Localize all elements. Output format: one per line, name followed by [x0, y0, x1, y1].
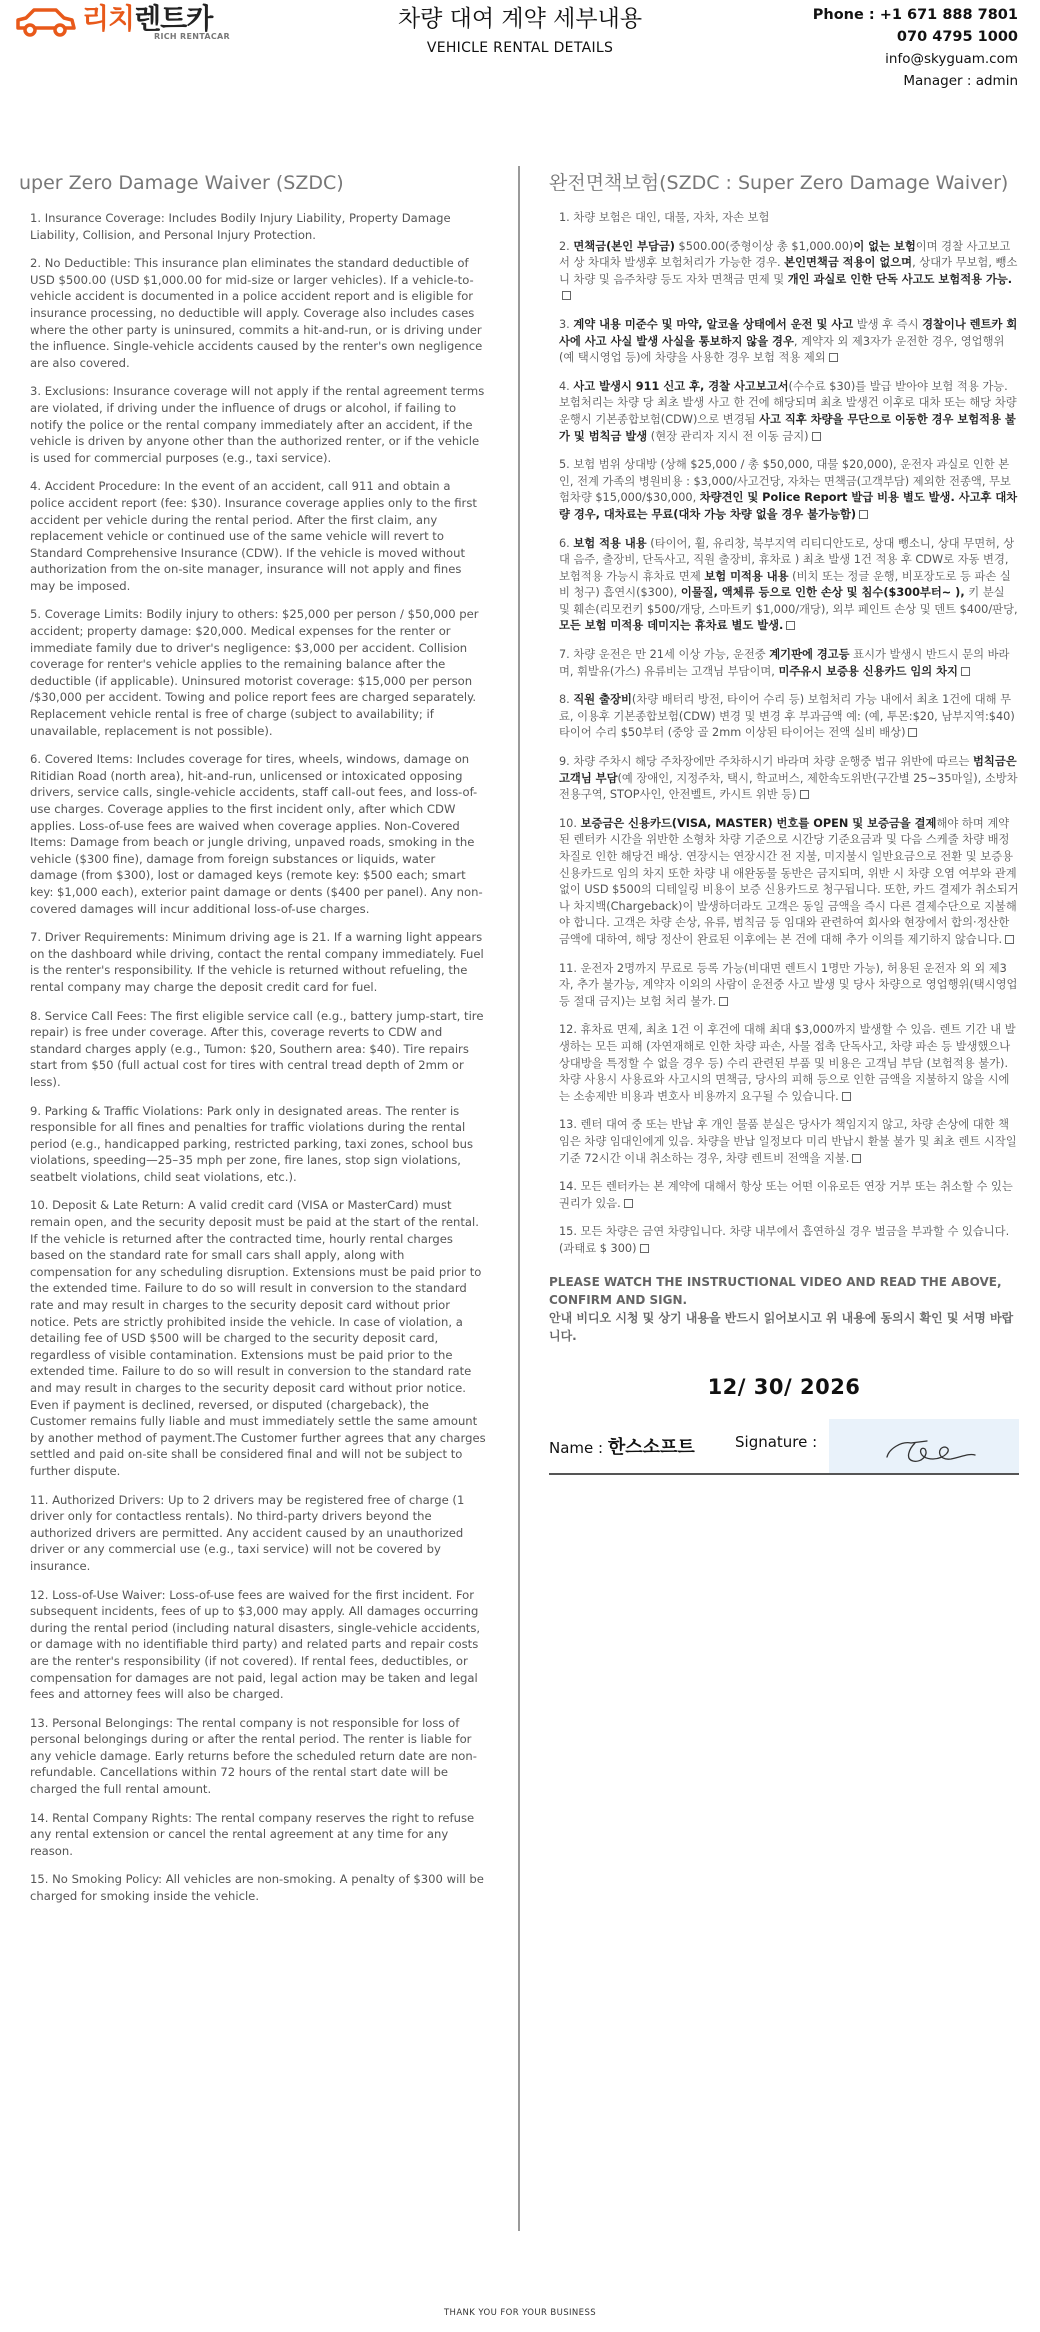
- footer-text: THANK YOU FOR YOUR BUSINESS: [443, 2308, 597, 2318]
- term-item: 1. Insurance Coverage: Includes Bodily Injury Liability, Property Damage Liability, Collision, and Personal Injury Protection.: [30, 211, 451, 242]
- english-terms-list: [20, 210, 486, 1905]
- contract-date: 12/ 30/ 2026: [707, 1375, 861, 1400]
- agree-checkbox[interactable]: [829, 353, 838, 362]
- english-terms-column: [0, 170, 492, 1917]
- phone-number-2: 070 4795 1000: [896, 29, 1018, 45]
- term-item: 2. No Deductible: This insurance plan eliminates the standard deductible of USD $500.00 (USD $1,000.00 for mid-size or larger vehicles). If a vehicle-to-vehicle accident is documented in a police accident report and is eligible for insurance processing, no deductible will apply. Coverage also includes cases where the other party is uninsured, commits a hit-and-run, or is driving under the influence. Single-vehicle accidents caused by the renter's own negligence are also covered.: [30, 256, 483, 370]
- term-item-ko: 3. 계약 내용 미준수 및 마약, 알코올 상태에서 운전 및 사고 발생 후 즉시 경찰이나 렌트카 회사에 사고 사실 발생 사실을 통보하지 않을 경우, 계약자 외 제3자가 운전한 경우, 영업행위(예 택시영업 등)에 차량을 사용한 경우 보험 적용 제외: [559, 317, 1018, 365]
- term-item-ko: 2. 면책금(본인 부담금) $500.00(중형이상 총 $1,000.00)이 없는 보험이며 경찰 사고보고서 상 차대차 발생후 보험처리가 가능한 경우. 본인면책금 적용이 없으며, 상대가 무보험, 뺑소니 차량 및 음주차량 등도 자차 면책금 면제 및 개인 과실로 인한 단독 사고도 보험적용 가능.: [549, 239, 1019, 305]
- term-item-ko: 9. 차량 주차시 해당 주차장에만 주차하시기 바라며 차량 운행중 법규 위반에 따르는 범칙금은 고객님 부담(예 장애인, 지정주차, 택시, 학교버스, 제한속도위반(구간별 25~35마일), 소방차전용구역, STOP사인, 안전벨트, 카시트 위반 등): [559, 755, 1018, 802]
- korean-terms-column: [549, 170, 1019, 1475]
- term-item-ko: 10. 보증금은 신용카드(VISA, MASTER) 번호를 OPEN 및 보증금을 결제해야 하며 계약된 렌터카 시간을 위반한 소형차 차량 기준으로 시간당 기준요금과 및 다음 스케줄 차량 배정차질로 인한 해당건 배상. 연장시는 연장시간 전 지불, 미지불시 일반요금으로 전환 및 보증용 신용카드로 임의 차지 또한 차량 내 애완동물 동반은 금지되며, 위반 시 차량 오염 여부와 관계없이 USD $500의 디테일링 비용이 보증 신용카드로 청구됩니다. 또한, 카드 결제가 취소되거나 차지백(Chargeback)이 발생하더라도 고객은 동일 금액을 즉시 다른 결제수단으로 지불해야 합니다. 고객은 차량 손상, 유류, 범칙금 등 임대와 관련하여 회사와 현장에서 합의·정산한 금액에 대하여, 해당 정산이 완료된 이후에는 본 건에 대해 추가 이의를 제기하지 않습니다.: [559, 816, 1019, 946]
- english-section-title: uper Zero Damage Waiver (SZDC): [19, 172, 344, 194]
- term-item: 6. Covered Items: Includes coverage for tires, wheels, windows, damage on Ritidian Road (north area), hit-and-run, unlicensed or intoxicated opposing drivers, service calls, single-vehicle accidents, staff call-out fees, and loss-of-use charges. Coverage applies to the first incident only, after which CDW applies. Loss-of-use fees are waived when coverage applies. Non-Covered Items: Damage from beach or jungle driving, unpaved roads, smoking in the vehicle ($300 fine), damage from foreign substances or liquids, water damage (from $300), lost or damaged keys (remote key: $500 each; smart key: $1,000 each), exterior paint damage or dents ($400 per panel). Any non-covered damages will incur additional loss-of-use charges.: [30, 752, 483, 916]
- signature-drawing: [829, 1419, 1019, 1473]
- term-item: 4. Accident Procedure: In the event of an accident, call 911 and obtain a police accident report (fee: $30). Insurance coverage applies only to the first accident per vehicle during the rental period. After the first claim, any replacement vehicle or continued use of the same vehicle will revert to Standard Comprehensive Insurance (CDW). If the vehicle is moved without authorization from the on-site manager, insurance will not apply and fines may be imposed.: [30, 479, 477, 593]
- term-item-ko: 14. 모든 렌터카는 본 계약에 대해서 항상 또는 어떤 이유로든 연장 거부 또는 취소할 수 있는 권리가 있음.: [559, 1180, 1013, 1210]
- agree-checkbox[interactable]: [852, 1154, 861, 1163]
- korean-section-title: 완전면책보험(SZDC : Super Zero Damage Waiver): [549, 172, 1009, 194]
- name-label: Name :: [549, 1439, 608, 1458]
- notice-english: PLEASE WATCH THE INSTRUCTIONAL VIDEO AND READ THE ABOVE, CONFIRM AND SIGN.: [549, 1275, 1002, 1308]
- company-logo: [14, 2, 254, 46]
- contact-info: [813, 4, 1018, 92]
- term-item: 7. Driver Requirements: Minimum driving age is 21. If a warning light appears on the dashboard while driving, contact the rental company immediately. Fuel is the renter's responsibility. If the vehicle is returned without refueling, the rental company may charge the deposit credit card for fuel.: [30, 930, 484, 994]
- phone-number: Phone : +1 671 888 7801: [812, 7, 1018, 23]
- term-item-ko: 8. 직원 출장비(차량 배터리 방전, 타이어 수리 등) 보험처리 가능 내에서 최초 1건에 대해 무료, 이용후 기본종합보험(CDW) 변경 및 변경 후 부과금액 예: (예, 투몬:$20, 남부지역:$40) 타이어 수리 $50부터 (중앙 골 2mm 이상된 타이어는 전액 실비 배상): [559, 693, 1015, 740]
- signature-row: [549, 1419, 1019, 1475]
- agree-checkbox[interactable]: [786, 621, 795, 630]
- logo-subtext: RICH RENTACAR: [154, 32, 230, 41]
- term-item-ko: 13. 렌터 대여 중 또는 반납 후 개인 물품 분실은 당사가 책임지지 않고, 차량 손상에 대한 책임은 차량 임대인에게 있음. 차량을 반납 일정보다 미리 반납시 환불 불가 및 최초 렌트 시작일 기준 72시간 이내 취소하는 경우, 차량 렌트비 전액을 지불.: [559, 1118, 1017, 1165]
- term-item-ko: 5. 보험 범위 상대방 (상해 $25,000 / 총 $50,000, 대물 $20,000), 운전자 과실로 인한 본인, 전계 가족의 병원비용 : $3,000/사고건당, 자차는 면책금(고객부담) 제외한 전종액, 무보험차량 $15,000/$30,000, 차량견인 및 Police Report 발급 비용 별도 발생. 사고후 대차량 경우, 대차료는 무료(대차 가능 차량 없을 경우 불가능함): [559, 458, 1018, 521]
- term-item: 3. Exclusions: Insurance coverage will not apply if the rental agreement terms are violated, if driving under the influence of drugs or alcohol, if failing to notify the police or the rental company immediately after an accident, if the vehicle is driven by anyone other than the authorized renter, or if the vehicle is used for commercial purposes (e.g., taxi service).: [30, 384, 485, 465]
- agree-checkbox[interactable]: [800, 790, 809, 799]
- notice-korean: 안내 비디오 시청 및 상기 내용을 반드시 읽어보시고 위 내용에 동의시 확인 및 서명 바랍니다.: [549, 1311, 1014, 1344]
- term-item: 8. Service Call Fees: The first eligible service call (e.g., battery jump-start, tire repair) is free under coverage. After this, coverage reverts to CDW and standard charges apply (e.g., Tumon: $20, Southern area: $40). Tire repairs start from $50 (full actual cost for tires with central tread depth of 2mm or less).: [30, 1008, 484, 1089]
- term-item: 14. Rental Company Rights: The rental company reserves the right to refuse any rental extension or cancel the rental agreement at any time for any reason.: [30, 1810, 475, 1858]
- term-item-ko: 11. 운전자 2명까지 무료로 등록 가능(비대면 렌트시 1명만 가능), 허용된 운전자 외 외 제3자, 추가 불가능, 계약자 이외의 사람이 운전중 사고 발생 및 당사 차량으로 영업행위(택시영업 등 절대 금지)는 보험 처리 불가.: [559, 961, 1018, 1008]
- agree-checkbox[interactable]: [640, 1244, 649, 1253]
- term-item-ko: 15. 모든 차량은 금연 차량입니다. 차량 내부에서 흡연하실 경우 벌금을 부과할 수 있습니다. (과태료 $ 300): [559, 1225, 1010, 1255]
- agree-checkbox[interactable]: [812, 432, 821, 441]
- column-divider: [518, 166, 520, 2231]
- term-item: 10. Deposit & Late Return: A valid credit card (VISA or MasterCard) must remain open, and the security deposit must be paid at the start of the rental. If the vehicle is returned after the contracted time, hourly rental charges based on the standard rate for small cars shall apply, along with compensation for any scheduling disruption. Extensions must be paid prior to the extended time. Failure to do so will result in conversion to the standard rate and may result in charges to the security deposit card without prior notice. Pets are strictly prohibited inside the vehicle. In case of violation, a detailing fee of USD $500 will be charged to the security deposit card, regardless of visible contamination. Extensions must be paid prior to the extended time. Failure to do so will result in conversion to the standard rate and may result in charges to the security deposit card without prior notice. Even if payment is declined, reversed, or disputed (chargeback), the Customer remains fully liable and must immediately settle the same amount by another method of payment.The Customer further agrees that any charges settled and paid on-site shall be considered final and will not be subject to further dispute.: [30, 1198, 486, 1478]
- korean-terms-list: [549, 210, 1019, 1257]
- term-item: 11. Authorized Drivers: Up to 2 drivers may be registered free of charge (1 driver only for contactless rentals). No third-party drivers beyond the authorized drivers are permitted. Any accident caused by an unauthorized driver or any commercial use (e.g., taxi service) will not be covered by insurance.: [30, 1492, 465, 1573]
- name-field: [549, 1433, 695, 1459]
- car-logo-icon: [14, 4, 78, 38]
- title-korean: 차량 대여 계약 세부내용: [397, 6, 643, 32]
- agree-checkbox[interactable]: [562, 291, 571, 300]
- term-item-ko: 1. 차량 보험은 대인, 대물, 자차, 자손 보험: [559, 211, 770, 224]
- agree-checkbox[interactable]: [859, 510, 868, 519]
- agree-checkbox[interactable]: [908, 728, 917, 737]
- term-item: 12. Loss-of-Use Waiver: Loss-of-use fees are waived for the first incident. For subsequent incidents, fees of up to $3,000 may apply. All damages occurring during the rental period (including natural disasters, single-vehicle accidents, or damage with no identifiable third party) and related parts and repair costs are the renter's responsibility (if not covered). If rental fees, deductibles, or compensation for damages are not paid, legal action may be taken and legal fees and attorney fees will also be charged.: [30, 1587, 481, 1702]
- agree-checkbox[interactable]: [624, 1199, 633, 1208]
- term-item: 9. Parking & Traffic Violations: Park only in designated areas. The renter is responsible for all fines and penalties for traffic violations during the rental period (e.g., handicapped parking, restricted parking, taxi zones, school bus violations, speeding—25–35 mph per zone, fire lanes, stop sign violations, seatbelt violations, child seat violations, etc.).: [30, 1103, 474, 1184]
- term-item: 5. Coverage Limits: Bodily injury to others: $25,000 per person / $50,000 per accident; property damage: $20,000. Medical expenses for the renter or immediate family due to driver's negligence: $3,000 per accident. Collision coverage for renter's vehicle applies to the remaining balance after the deductible (if applicable). Uninsured motorist coverage: $15,000 per person /$30,000 per accident. Towing and police report fees are charged separately. Replacement vehicle rental is free of charge (subject to availability; if unavailable, replacement is not possible).: [30, 607, 479, 738]
- term-item-ko: 4. 사고 발생시 911 신고 후, 경찰 사고보고서(수수료 $30)를 발급 받아야 보험 적용 가능. 보험처리는 차량 당 최초 발생 사고 한 건에 해당되며 최초 발생건 이후로 대차 또는 해당 차량 운행시 기본종합보험(CDW)으로 변경됨 사고 직후 차량을 무단으로 이동한 경우 보험적용 불가 및 범칙금 발생 (현장 관리자 지시 전 이동 금지): [559, 379, 1017, 443]
- title-english: VEHICLE RENTAL DETAILS: [426, 40, 614, 56]
- agree-checkbox[interactable]: [842, 1092, 851, 1101]
- signature-pad[interactable]: [829, 1419, 1019, 1473]
- email-address: info@skyguam.com: [885, 51, 1018, 67]
- agree-checkbox[interactable]: [961, 667, 970, 676]
- sign-notice: [549, 1273, 1019, 1345]
- term-item: 13. Personal Belongings: The rental company is not responsible for loss of personal belongings during or after the rental period. The renter is liable for any vehicle damage. Early returns before the scheduled return date are non-refundable. Cancellations within 72 hours of the rental start date will be charged the full rental amount.: [30, 1715, 477, 1797]
- term-item: 15. No Smoking Policy: All vehicles are non-smoking. A penalty of $300 will be charged for smoking inside the vehicle.: [30, 1872, 484, 1904]
- name-value: 한스소프트: [607, 1437, 695, 1459]
- header: [0, 0, 1040, 110]
- document-title: [300, 2, 740, 56]
- signature-label: Signature :: [735, 1433, 818, 1452]
- term-item-ko: 7. 차량 운전은 만 21세 이상 가능, 운전중 계기판에 경고등 표시가 발생시 반드시 문의 바라며, 휘발유(가스) 유류비는 고객님 부담이며, 미주유시 보증용 신용카드 임의 차지: [559, 648, 1010, 678]
- logo-text: 리치렌트카: [82, 2, 213, 35]
- manager-name: Manager : admin: [903, 73, 1018, 89]
- agree-checkbox[interactable]: [1005, 935, 1014, 944]
- term-item-ko: 6. 보험 적용 내용 (타이어, 휠, 유리창, 북부지역 리티디안도로, 상대 뺑소니, 상대 무면허, 상대 음주, 출장비, 단독사고, 직원 출장비, 휴차료 ) 최초 발생 1건 적용 후 CDW로 자동 변경, 보험적용 가능시 휴차료 면제 보험 미적용 내용 (비치 또는 정글 운행, 비포장도로 등 파손 실비 청구) 흡연시($300), 이물질, 액체류 등으로 인한 손상 및 침수($300부터~ ), 키 분실 및 훼손(리모컨키 $500/개당, 스마트키 $1,000/개당), 외부 페인트 손상 및 덴트 $400/판당, 모든 보험 미적용 데미지는 휴차료 별도 발생.: [559, 536, 1018, 633]
- agree-checkbox[interactable]: [719, 997, 728, 1006]
- term-item-ko: 12. 휴차료 면제, 최초 1건 이 후건에 대해 최대 $3,000까지 발생할 수 있음. 렌트 기간 내 발생하는 모든 피해 (자연재해로 인한 차량 파손, 사물 접촉 단독사고, 차량 파손 등 발생했으나 상대방을 특정할 수 없을 경우 등) 수리 관련된 부품 및 비용은 고객님 부담 (보험적용 불가). 차량 사용시 사용료와 사고시의 면책금, 당사의 피해 등으로 인한 금액을 지불하지 않을 시에는 소송제반 비용과 변호사 비용까지 요구될 수 있습니다.: [559, 1023, 1016, 1103]
